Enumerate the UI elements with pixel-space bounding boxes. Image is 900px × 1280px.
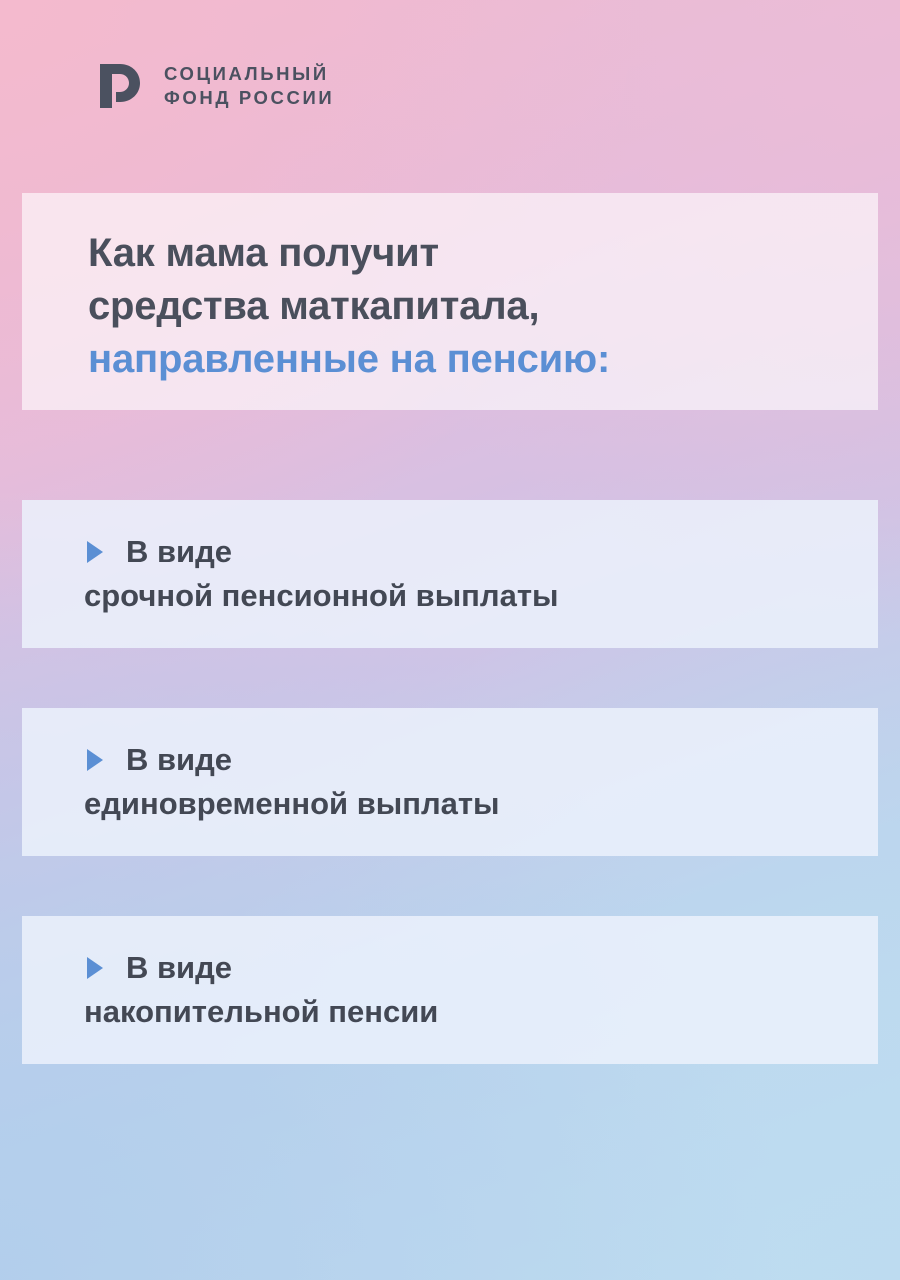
option-1-line-2: срочной пенсионной выплаты bbox=[84, 578, 559, 614]
sfr-logo-icon bbox=[90, 58, 146, 114]
title-line-3-accent: направленные на пенсию: bbox=[88, 336, 611, 381]
title-line-2: средства маткапитала, bbox=[88, 283, 540, 328]
option-text-1 bbox=[84, 530, 559, 618]
page-title bbox=[88, 227, 822, 385]
option-3-line-2: накопительной пенсии bbox=[84, 994, 439, 1030]
title-line-1: Как мама получит bbox=[88, 231, 439, 275]
option-3-line-1: В виде bbox=[126, 950, 233, 985]
triangle-right-icon bbox=[84, 955, 106, 981]
brand-line-2: ФОНД РОССИИ bbox=[164, 86, 335, 108]
option-card-3 bbox=[22, 916, 878, 1064]
option-1-line-1: В виде bbox=[126, 534, 233, 569]
option-2-line-2: единовременной выплаты bbox=[84, 786, 500, 822]
triangle-right-icon bbox=[84, 539, 106, 565]
brand-logo-text bbox=[164, 64, 334, 108]
brand-line-1: СОЦИАЛЬНЫЙ bbox=[164, 62, 329, 84]
option-card-2 bbox=[22, 708, 878, 856]
option-2-line-1: В виде bbox=[126, 742, 233, 777]
option-card-1 bbox=[22, 500, 878, 648]
option-text-2 bbox=[84, 738, 500, 826]
option-text-3 bbox=[84, 946, 439, 1034]
title-card bbox=[22, 193, 878, 410]
triangle-right-icon bbox=[84, 747, 106, 773]
brand-logo bbox=[90, 58, 334, 114]
